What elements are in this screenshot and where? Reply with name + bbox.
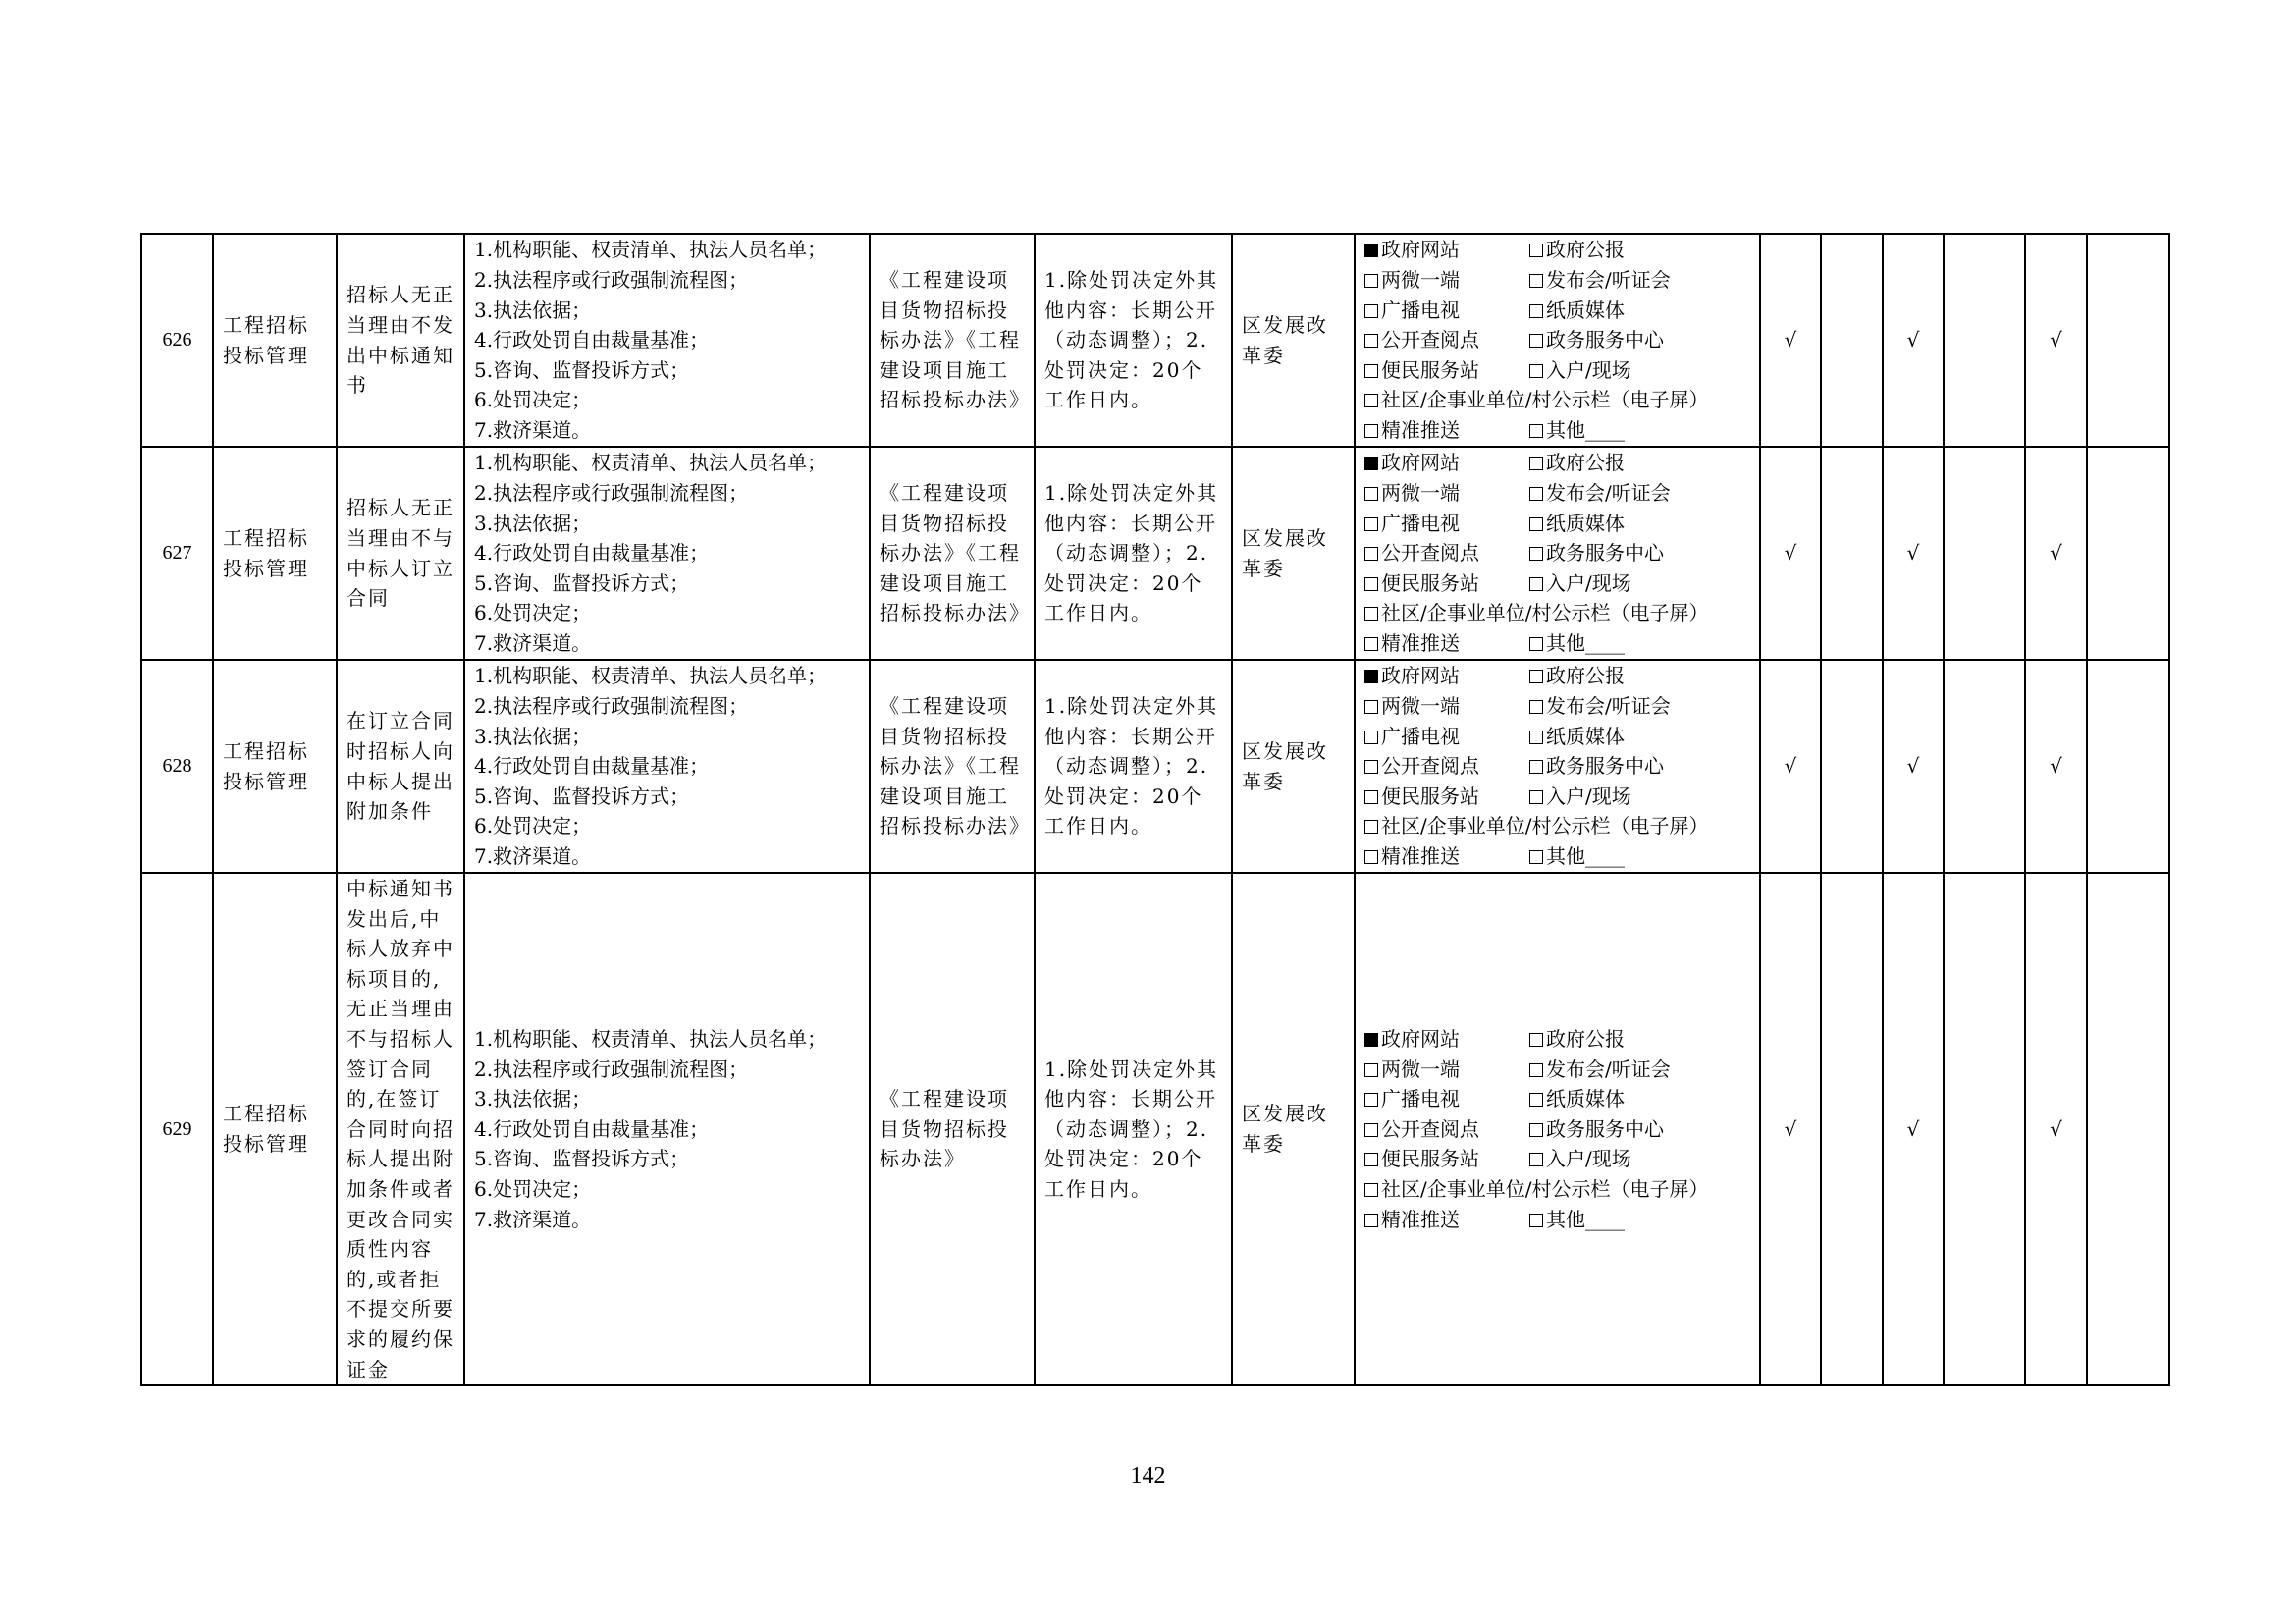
channel-option[interactable] — [1364, 448, 1529, 478]
content-line: 2.执法程序或行政强制流程图； — [474, 268, 749, 293]
channel-label: 广播电视 — [1381, 724, 1460, 748]
empty-check-cell — [1944, 447, 2025, 660]
channel-option[interactable] — [1529, 628, 1625, 659]
unchecked-box-icon — [1529, 334, 1543, 348]
unchecked-box-icon — [1529, 1153, 1543, 1166]
channel-option[interactable] — [1529, 448, 1625, 478]
unchecked-box-icon — [1364, 1214, 1378, 1227]
unchecked-box-icon — [1364, 731, 1378, 744]
checkmark-cell: √ — [1760, 447, 1821, 660]
table-row — [141, 660, 2169, 873]
content-line: 2.执法程序或行政强制流程图； — [474, 481, 749, 506]
empty-check-cell — [1944, 873, 2025, 1385]
channel-option[interactable] — [1529, 568, 1631, 599]
unchecked-box-icon — [1529, 244, 1543, 257]
channel-line — [1364, 1055, 1750, 1085]
contents-cell — [464, 447, 870, 660]
checkmark-cell: √ — [1883, 234, 1944, 447]
unchecked-box-icon — [1529, 1214, 1543, 1227]
empty-check-cell — [1821, 660, 1883, 873]
channel-option[interactable] — [1364, 478, 1529, 509]
department-cell: 区发展改革委 — [1232, 234, 1355, 447]
channel-option[interactable] — [1364, 235, 1529, 265]
unchecked-box-icon — [1364, 577, 1378, 591]
unchecked-box-icon — [1364, 1183, 1378, 1197]
channel-option[interactable] — [1364, 628, 1529, 659]
channel-label: 广播电视 — [1381, 1087, 1460, 1111]
channel-label: 政府网站 — [1381, 1026, 1460, 1051]
unchecked-box-icon — [1529, 457, 1543, 470]
channel-label: 纸质媒体 — [1546, 1087, 1625, 1111]
channel-label: 纸质媒体 — [1546, 298, 1625, 322]
checkmark-cell: √ — [2025, 660, 2087, 873]
content-line: 3.执法依据； — [474, 511, 592, 535]
channel-label: 两微一端 — [1381, 694, 1460, 719]
channel-label: 便民服务站 — [1381, 357, 1479, 382]
channel-label: 社区/企事业单位/村公示栏（电子屏） — [1381, 1176, 1709, 1201]
channel-label: 其他____ — [1546, 630, 1625, 655]
checkmark-cell: √ — [1760, 660, 1821, 873]
empty-check-cell — [2087, 234, 2169, 447]
basis-cell: 《工程建设项目货物招标投标办法》《工程建设项目施工招标投标办法》 — [870, 234, 1035, 447]
channel-line — [1364, 722, 1750, 752]
channel-option[interactable] — [1364, 1205, 1529, 1235]
channel-option[interactable] — [1529, 325, 1664, 355]
channel-label: 纸质媒体 — [1546, 724, 1625, 748]
channel-line — [1364, 265, 1750, 296]
checked-box-icon — [1364, 670, 1378, 683]
channel-label: 发布会/听证会 — [1546, 1056, 1671, 1081]
channel-line — [1364, 628, 1750, 659]
channel-label: 便民服务站 — [1381, 784, 1479, 808]
content-line: 5.咨询、监督投诉方式； — [474, 784, 690, 808]
channel-option[interactable] — [1529, 265, 1671, 296]
channel-option[interactable] — [1364, 1144, 1529, 1174]
channel-label: 政府公报 — [1546, 451, 1625, 475]
unchecked-box-icon — [1364, 547, 1378, 561]
category-cell: 工程招标投标管理 — [213, 234, 337, 447]
channel-label: 政务服务中心 — [1546, 328, 1664, 352]
channel-option[interactable] — [1364, 325, 1529, 355]
unchecked-box-icon — [1529, 1093, 1543, 1107]
empty-check-cell — [2087, 873, 2169, 1385]
unchecked-box-icon — [1364, 1153, 1378, 1166]
channel-label: 政府公报 — [1546, 664, 1625, 688]
channel-option[interactable] — [1364, 1055, 1529, 1085]
channel-label: 入户/现场 — [1546, 357, 1631, 382]
channel-label: 政务服务中心 — [1546, 541, 1664, 566]
unchecked-box-icon — [1529, 304, 1543, 318]
unchecked-box-icon — [1529, 517, 1543, 531]
channel-label: 公开查阅点 — [1381, 328, 1479, 352]
channel-option[interactable] — [1364, 538, 1529, 568]
category-cell: 工程招标投标管理 — [213, 873, 337, 1385]
channel-option[interactable] — [1529, 1024, 1625, 1055]
channel-line — [1364, 235, 1750, 265]
unchecked-box-icon — [1364, 517, 1378, 531]
empty-check-cell — [1821, 447, 1883, 660]
channel-line — [1364, 538, 1750, 568]
content-line: 3.执法依据； — [474, 724, 592, 748]
channel-option[interactable] — [1529, 661, 1625, 691]
channel-line — [1364, 355, 1750, 386]
content-line: 2.执法程序或行政强制流程图； — [474, 694, 749, 719]
content-line: 5.咨询、监督投诉方式； — [474, 1147, 690, 1171]
unchecked-box-icon — [1529, 700, 1543, 714]
channel-line — [1364, 385, 1750, 415]
department-cell: 区发展改革委 — [1232, 447, 1355, 660]
basis-cell: 《工程建设项目货物招标投标办法》《工程建设项目施工招标投标办法》 — [870, 447, 1035, 660]
checkmark-cell: √ — [2025, 873, 2087, 1385]
unchecked-box-icon — [1529, 1033, 1543, 1047]
channel-option[interactable] — [1364, 568, 1529, 599]
content-line: 3.执法依据； — [474, 1087, 592, 1111]
unchecked-box-icon — [1529, 760, 1543, 774]
checkmark-cell: √ — [1760, 873, 1821, 1385]
channel-line — [1364, 296, 1750, 326]
content-line: 7.救济渠道。 — [474, 843, 592, 868]
channel-label: 发布会/听证会 — [1546, 481, 1671, 506]
channel-line — [1364, 661, 1750, 691]
channel-option[interactable] — [1529, 722, 1625, 752]
unchecked-box-icon — [1364, 760, 1378, 774]
unchecked-box-icon — [1529, 1063, 1543, 1077]
unchecked-box-icon — [1364, 1093, 1378, 1107]
channel-label: 精准推送 — [1381, 1207, 1460, 1231]
unchecked-box-icon — [1529, 547, 1543, 561]
channel-label: 政务服务中心 — [1546, 1116, 1664, 1141]
contents-cell — [464, 660, 870, 873]
channel-label: 发布会/听证会 — [1546, 694, 1671, 719]
unchecked-box-icon — [1529, 364, 1543, 378]
channel-line — [1364, 415, 1750, 446]
empty-check-cell — [2087, 447, 2169, 660]
row-number: 627 — [141, 447, 213, 660]
content-line: 6.处罚决定； — [474, 1176, 592, 1201]
channel-option[interactable] — [1529, 509, 1625, 539]
unchecked-box-icon — [1529, 670, 1543, 683]
category-cell: 工程招标投标管理 — [213, 660, 337, 873]
channel-option[interactable] — [1529, 355, 1631, 386]
content-line: 6.处罚决定； — [474, 814, 592, 839]
channel-label: 公开查阅点 — [1381, 1116, 1479, 1141]
channel-option[interactable] — [1364, 415, 1529, 446]
channel-option[interactable] — [1364, 355, 1529, 386]
channel-label: 两微一端 — [1381, 268, 1460, 293]
empty-check-cell — [1944, 234, 2025, 447]
contents-cell — [464, 873, 870, 1385]
channel-option[interactable] — [1529, 1144, 1631, 1174]
page-number: 142 — [1130, 1463, 1166, 1489]
channel-line — [1364, 1144, 1750, 1174]
channel-option[interactable] — [1364, 691, 1529, 722]
content-line: 6.处罚决定； — [474, 601, 592, 625]
channel-label: 公开查阅点 — [1381, 754, 1479, 779]
channel-option[interactable] — [1529, 1114, 1664, 1145]
channel-label: 广播电视 — [1381, 511, 1460, 535]
channel-option[interactable] — [1529, 1055, 1671, 1085]
unchecked-box-icon — [1364, 334, 1378, 348]
channel-label: 其他____ — [1546, 417, 1625, 442]
channel-label: 社区/企事业单位/村公示栏（电子屏） — [1381, 814, 1709, 839]
row-number: 629 — [141, 873, 213, 1385]
row-number: 628 — [141, 660, 213, 873]
unchecked-box-icon — [1364, 274, 1378, 288]
channel-line — [1364, 1084, 1750, 1114]
channel-line — [1364, 568, 1750, 599]
empty-check-cell — [2087, 660, 2169, 873]
channel-option[interactable] — [1529, 538, 1664, 568]
content-line: 4.行政处罚自由裁量基准； — [474, 541, 710, 566]
contents-cell — [464, 234, 870, 447]
table-row — [141, 234, 2169, 447]
channel-line — [1364, 811, 1750, 841]
channel-label: 入户/现场 — [1546, 570, 1631, 595]
checkmark-cell: √ — [2025, 234, 2087, 447]
table-row — [141, 447, 2169, 660]
content-line: 5.咨询、监督投诉方式； — [474, 357, 690, 382]
channel-option[interactable] — [1529, 235, 1625, 265]
channel-option[interactable] — [1529, 1084, 1625, 1114]
unchecked-box-icon — [1529, 577, 1543, 591]
unchecked-box-icon — [1529, 790, 1543, 804]
channel-label: 政府公报 — [1546, 238, 1625, 262]
channel-label: 政府网站 — [1381, 238, 1460, 262]
channel-line — [1364, 598, 1750, 628]
unchecked-box-icon — [1364, 790, 1378, 804]
checkmark-cell: √ — [1883, 873, 1944, 1385]
basis-cell: 《工程建设项目货物招标投标办法》《工程建设项目施工招标投标办法》 — [870, 660, 1035, 873]
empty-check-cell — [1944, 660, 2025, 873]
timeline-cell: 1.除处罚决定外其他内容：长期公开（动态调整）；2.处罚决定：20个工作日内。 — [1035, 234, 1232, 447]
channel-label: 政府网站 — [1381, 664, 1460, 688]
channel-option[interactable] — [1364, 1024, 1529, 1055]
item-cell: 招标人无正当理由不与中标人订立合同 — [337, 447, 464, 660]
channel-label: 精准推送 — [1381, 843, 1460, 868]
content-line: 7.救济渠道。 — [474, 1207, 592, 1231]
empty-check-cell — [1821, 234, 1883, 447]
channel-option[interactable] — [1364, 811, 1708, 841]
unchecked-box-icon — [1364, 700, 1378, 714]
channel-option[interactable] — [1364, 751, 1529, 782]
channel-label: 便民服务站 — [1381, 570, 1479, 595]
channel-option[interactable] — [1364, 1174, 1708, 1205]
channels-cell — [1355, 447, 1760, 660]
channel-option[interactable] — [1529, 841, 1625, 872]
channel-label: 两微一端 — [1381, 1056, 1460, 1081]
timeline-cell: 1.除处罚决定外其他内容：长期公开（动态调整）；2.处罚决定：20个工作日内。 — [1035, 873, 1232, 1385]
channel-label: 政务服务中心 — [1546, 754, 1664, 779]
channel-label: 政府网站 — [1381, 451, 1460, 475]
channel-option[interactable] — [1529, 478, 1671, 509]
channel-label: 纸质媒体 — [1546, 511, 1625, 535]
channel-line — [1364, 478, 1750, 509]
channel-option[interactable] — [1364, 722, 1529, 752]
unchecked-box-icon — [1364, 424, 1378, 438]
channel-option[interactable] — [1364, 385, 1708, 415]
channel-label: 两微一端 — [1381, 481, 1460, 506]
channel-label: 广播电视 — [1381, 298, 1460, 322]
channel-line — [1364, 751, 1750, 782]
channel-option[interactable] — [1364, 841, 1529, 872]
content-line: 1.机构职能、权责清单、执法人员名单； — [474, 451, 828, 475]
checkmark-cell: √ — [1883, 660, 1944, 873]
channel-label: 入户/现场 — [1546, 1147, 1631, 1171]
channel-option[interactable] — [1529, 415, 1625, 446]
channel-line — [1364, 1024, 1750, 1055]
category-cell: 工程招标投标管理 — [213, 447, 337, 660]
unchecked-box-icon — [1529, 274, 1543, 288]
unchecked-box-icon — [1529, 850, 1543, 864]
content-line: 3.执法依据； — [474, 298, 592, 322]
unchecked-box-icon — [1529, 1123, 1543, 1137]
timeline-cell: 1.除处罚决定外其他内容：长期公开（动态调整）；2.处罚决定：20个工作日内。 — [1035, 660, 1232, 873]
unchecked-box-icon — [1529, 424, 1543, 438]
unchecked-box-icon — [1364, 820, 1378, 834]
channel-option[interactable] — [1529, 751, 1664, 782]
checkmark-cell: √ — [2025, 447, 2087, 660]
channel-label: 精准推送 — [1381, 630, 1460, 655]
unchecked-box-icon — [1529, 731, 1543, 744]
unchecked-box-icon — [1364, 304, 1378, 318]
unchecked-box-icon — [1364, 1123, 1378, 1137]
channel-option[interactable] — [1364, 1114, 1529, 1145]
item-cell: 中标通知书发出后,中标人放弃中标项目的,无正当理由不与招标人签订合同的,在签订合同时向招标人提出附加条件或者更改合同实质性内容的,或者拒不提交所要求的履约保证金 — [337, 873, 464, 1385]
channel-option[interactable] — [1364, 782, 1529, 812]
channel-option[interactable] — [1364, 598, 1708, 628]
channel-line — [1364, 782, 1750, 812]
channel-option[interactable] — [1529, 296, 1625, 326]
channel-option[interactable] — [1364, 509, 1529, 539]
unchecked-box-icon — [1364, 607, 1378, 621]
content-line: 1.机构职能、权责清单、执法人员名单； — [474, 238, 828, 262]
channels-cell — [1355, 660, 1760, 873]
unchecked-box-icon — [1364, 487, 1378, 501]
row-number: 626 — [141, 234, 213, 447]
checked-box-icon — [1364, 244, 1378, 257]
content-line: 4.行政处罚自由裁量基准； — [474, 328, 710, 352]
content-line: 4.行政处罚自由裁量基准； — [474, 1116, 710, 1141]
table-row — [141, 873, 2169, 1385]
channel-line — [1364, 1205, 1750, 1235]
channel-label: 入户/现场 — [1546, 784, 1631, 808]
unchecked-box-icon — [1364, 1063, 1378, 1077]
channel-line — [1364, 1174, 1750, 1205]
channel-option[interactable] — [1364, 1084, 1529, 1114]
channel-label: 其他____ — [1546, 1207, 1625, 1231]
checkmark-cell: √ — [1883, 447, 1944, 660]
disclosure-table — [140, 233, 2170, 1386]
channel-option[interactable] — [1529, 782, 1631, 812]
channel-line — [1364, 325, 1750, 355]
channel-line — [1364, 1114, 1750, 1145]
channel-line — [1364, 691, 1750, 722]
content-line: 7.救济渠道。 — [474, 630, 592, 655]
unchecked-box-icon — [1364, 364, 1378, 378]
content-line: 7.救济渠道。 — [474, 417, 592, 442]
checkmark-cell: √ — [1760, 234, 1821, 447]
department-cell: 区发展改革委 — [1232, 660, 1355, 873]
channels-cell — [1355, 234, 1760, 447]
channel-line — [1364, 841, 1750, 872]
item-cell: 招标人无正当理由不发出中标通知书 — [337, 234, 464, 447]
channel-label: 社区/企事业单位/村公示栏（电子屏） — [1381, 601, 1709, 625]
timeline-cell: 1.除处罚决定外其他内容：长期公开（动态调整）；2.处罚决定：20个工作日内。 — [1035, 447, 1232, 660]
checked-box-icon — [1364, 1033, 1378, 1047]
channels-cell — [1355, 873, 1760, 1385]
channel-option[interactable] — [1529, 1205, 1625, 1235]
unchecked-box-icon — [1529, 487, 1543, 501]
empty-check-cell — [1821, 873, 1883, 1385]
basis-cell: 《工程建设项目货物招标投标办法》 — [870, 873, 1035, 1385]
unchecked-box-icon — [1364, 850, 1378, 864]
channel-option[interactable] — [1364, 265, 1529, 296]
content-line: 1.机构职能、权责清单、执法人员名单； — [474, 1026, 828, 1051]
channel-option[interactable] — [1364, 296, 1529, 326]
channel-label: 发布会/听证会 — [1546, 268, 1671, 293]
content-line: 6.处罚决定； — [474, 388, 592, 412]
channel-label: 其他____ — [1546, 843, 1625, 868]
content-line: 1.机构职能、权责清单、执法人员名单； — [474, 664, 828, 688]
content-line: 4.行政处罚自由裁量基准； — [474, 754, 710, 779]
content-line: 2.执法程序或行政强制流程图； — [474, 1056, 749, 1081]
channel-label: 公开查阅点 — [1381, 541, 1479, 566]
unchecked-box-icon — [1364, 394, 1378, 407]
department-cell: 区发展改革委 — [1232, 873, 1355, 1385]
channel-option[interactable] — [1529, 691, 1671, 722]
unchecked-box-icon — [1364, 637, 1378, 651]
channel-label: 便民服务站 — [1381, 1147, 1479, 1171]
channel-line — [1364, 448, 1750, 478]
unchecked-box-icon — [1529, 637, 1543, 651]
channel-line — [1364, 509, 1750, 539]
channel-label: 社区/企事业单位/村公示栏（电子屏） — [1381, 388, 1709, 412]
content-line: 5.咨询、监督投诉方式； — [474, 570, 690, 595]
item-cell: 在订立合同时招标人向中标人提出附加条件 — [337, 660, 464, 873]
channel-label: 政府公报 — [1546, 1026, 1625, 1051]
checked-box-icon — [1364, 457, 1378, 470]
channel-option[interactable] — [1364, 661, 1529, 691]
channel-label: 精准推送 — [1381, 417, 1460, 442]
